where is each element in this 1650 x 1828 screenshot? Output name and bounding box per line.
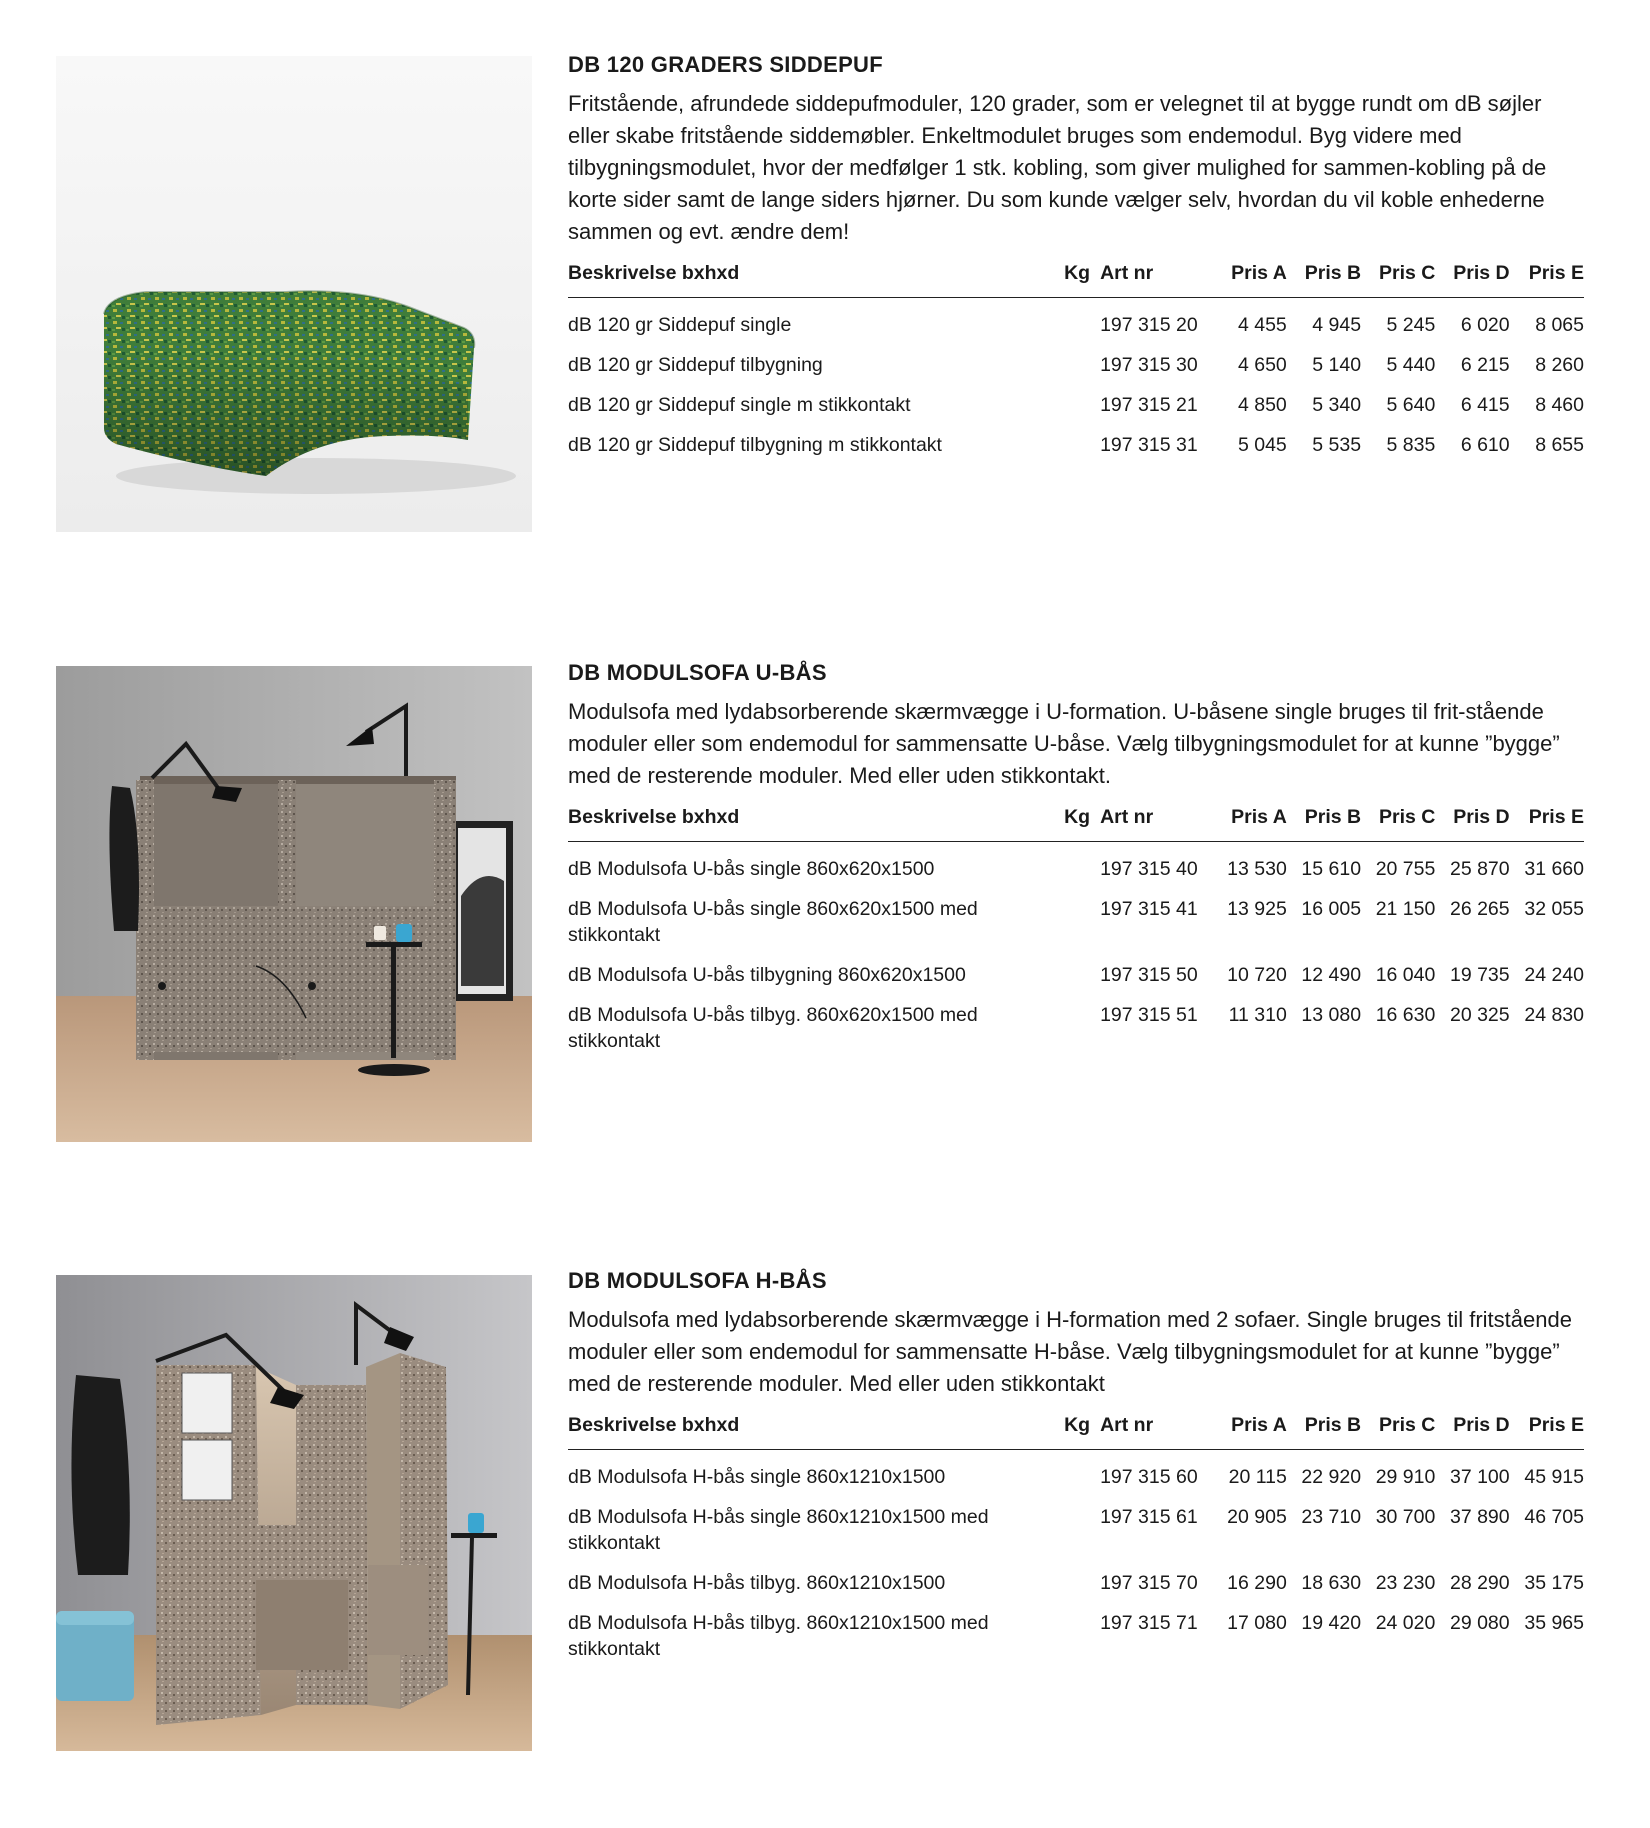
cell-pris-b: 5 340 — [1312, 394, 1362, 416]
cell-pris-b: 22 920 — [1301, 1466, 1362, 1488]
cell-pris-a: 5 045 — [1237, 434, 1287, 456]
cell-pris-d: 6 020 — [1460, 314, 1510, 336]
cell-pris-e: 8 260 — [1535, 354, 1584, 376]
product-photo-u-bas — [56, 666, 532, 1142]
cell-pris-b: 5 535 — [1312, 434, 1362, 456]
cell-art-nr: 197 315 70 — [1100, 1572, 1198, 1594]
cell-kg — [1062, 426, 1100, 466]
header-pris-b: Pris B — [1287, 254, 1361, 298]
cell-pris-c: 16 040 — [1375, 964, 1436, 986]
cell-pris-d: 37 100 — [1449, 1466, 1510, 1488]
cell-pris-c: 23 230 — [1375, 1572, 1436, 1594]
cell-pris-c: 5 835 — [1386, 434, 1436, 456]
cell-art-nr: 197 315 30 — [1100, 354, 1198, 376]
cell-pris-c: 29 910 — [1375, 1466, 1436, 1488]
cell-pris-b: 16 005 — [1301, 898, 1362, 920]
cell-pris-d: 26 265 — [1449, 898, 1510, 920]
cell-pris-b: 5 140 — [1312, 354, 1362, 376]
price-table — [568, 798, 1584, 1062]
header-description: Beskrivelse bxhxd — [568, 254, 1062, 298]
cell-art-nr: 197 315 31 — [1100, 434, 1198, 456]
cell-kg — [1062, 1604, 1100, 1670]
cell-kg — [1062, 1498, 1100, 1564]
cell-pris-a: 13 530 — [1227, 858, 1287, 880]
cell-description: dB 120 gr Siddepuf tilbygning m stikkontakt — [568, 434, 942, 456]
cell-pris-a: 4 650 — [1237, 354, 1287, 376]
section-title: DB 120 GRADERS SIDDEPUF — [568, 52, 883, 77]
cell-description: dB Modulsofa H-bås tilbyg. 860x1210x1500 med stikkontakt — [568, 1612, 989, 1660]
cell-description: dB 120 gr Siddepuf single — [568, 314, 792, 336]
header-pris-b: Pris B — [1287, 798, 1361, 842]
table-row — [568, 386, 1584, 426]
cell-art-nr: 197 315 41 — [1100, 898, 1198, 920]
cell-pris-c: 20 755 — [1375, 858, 1436, 880]
cell-pris-b: 15 610 — [1301, 858, 1362, 880]
cell-pris-d: 25 870 — [1449, 858, 1510, 880]
table-row — [568, 842, 1584, 891]
cell-pris-c: 5 245 — [1386, 314, 1436, 336]
table-row — [568, 996, 1584, 1062]
cell-pris-d: 20 325 — [1449, 1004, 1510, 1026]
cell-pris-c: 5 640 — [1386, 394, 1436, 416]
cell-description: dB Modulsofa H-bås tilbyg. 860x1210x1500 — [568, 1572, 946, 1594]
cell-pris-e: 8 655 — [1535, 434, 1584, 456]
cell-kg — [1062, 1450, 1100, 1499]
cell-pris-a: 4 850 — [1237, 394, 1287, 416]
cell-pris-a: 4 455 — [1237, 314, 1287, 336]
cell-pris-a: 20 905 — [1227, 1506, 1287, 1528]
cell-pris-b: 23 710 — [1301, 1506, 1362, 1528]
header-pris-d: Pris D — [1435, 254, 1509, 298]
cell-kg — [1062, 1564, 1100, 1604]
cell-description: dB Modulsofa U-bås tilbyg. 860x620x1500 med stikkontakt — [568, 1004, 978, 1052]
section-title: DB MODULSOFA H-BÅS — [568, 1268, 827, 1293]
cell-pris-e: 31 660 — [1524, 858, 1584, 880]
cell-description: dB Modulsofa U-bås single 860x620x1500 — [568, 858, 935, 880]
table-row — [568, 1564, 1584, 1604]
cell-description: dB 120 gr Siddepuf tilbygning — [568, 354, 823, 376]
cell-art-nr: 197 315 21 — [1100, 394, 1198, 416]
cell-pris-a: 11 310 — [1228, 1004, 1287, 1026]
cell-pris-b: 18 630 — [1301, 1572, 1362, 1594]
cell-art-nr: 197 315 71 — [1100, 1612, 1198, 1634]
header-description: Beskrivelse bxhxd — [568, 1406, 1062, 1450]
cell-pris-d: 19 735 — [1449, 964, 1510, 986]
product-info-u-bas — [568, 660, 1584, 1062]
table-row — [568, 956, 1584, 996]
header-art-nr: Art nr — [1100, 1406, 1212, 1450]
cell-pris-b: 19 420 — [1301, 1612, 1362, 1634]
cell-pris-e: 46 705 — [1524, 1506, 1584, 1528]
header-kg: Kg — [1062, 798, 1100, 842]
header-pris-d: Pris D — [1435, 1406, 1509, 1450]
cell-pris-c: 21 150 — [1375, 898, 1436, 920]
cell-kg — [1062, 996, 1100, 1062]
cell-art-nr: 197 315 60 — [1100, 1466, 1198, 1488]
cell-kg — [1062, 386, 1100, 426]
header-pris-e: Pris E — [1510, 254, 1584, 298]
cell-pris-a: 13 925 — [1227, 898, 1287, 920]
table-header-row — [568, 1406, 1584, 1450]
table-row — [568, 1450, 1584, 1499]
product-info-h-bas — [568, 1268, 1584, 1670]
cell-pris-d: 6 415 — [1460, 394, 1510, 416]
cell-pris-a: 17 080 — [1227, 1612, 1287, 1634]
header-pris-e: Pris E — [1510, 798, 1584, 842]
table-row — [568, 1498, 1584, 1564]
cell-pris-c: 24 020 — [1375, 1612, 1436, 1634]
cell-pris-d: 37 890 — [1449, 1506, 1510, 1528]
cell-pris-e: 24 830 — [1524, 1004, 1584, 1026]
cell-kg — [1062, 346, 1100, 386]
header-pris-a: Pris A — [1213, 254, 1287, 298]
header-pris-b: Pris B — [1287, 1406, 1361, 1450]
header-pris-e: Pris E — [1510, 1406, 1584, 1450]
header-pris-d: Pris D — [1435, 798, 1509, 842]
cell-description: dB 120 gr Siddepuf single m stikkontakt — [568, 394, 911, 416]
table-header-row — [568, 254, 1584, 298]
cell-kg — [1062, 956, 1100, 996]
cell-description: dB Modulsofa U-bås single 860x620x1500 med stikkontakt — [568, 898, 978, 946]
cell-pris-e: 45 915 — [1524, 1466, 1584, 1488]
header-pris-a: Pris A — [1213, 1406, 1287, 1450]
cell-art-nr: 197 315 51 — [1100, 1004, 1198, 1026]
cell-pris-d: 6 215 — [1460, 354, 1510, 376]
price-table — [568, 1406, 1584, 1670]
cell-pris-b: 13 080 — [1301, 1004, 1362, 1026]
table-row — [568, 1604, 1584, 1670]
cell-pris-e: 35 175 — [1524, 1572, 1584, 1594]
header-pris-c: Pris C — [1361, 254, 1435, 298]
header-pris-a: Pris A — [1213, 798, 1287, 842]
cell-pris-d: 28 290 — [1449, 1572, 1510, 1594]
cell-pris-e: 8 460 — [1535, 394, 1584, 416]
section-description: Modulsofa med lydabsorberende skærmvægge i H-formation med 2 sofaer. Single bruges til fritstående moduler eller som endemodul for sammensatte H-båse. Vælg tilbygningsmodulet for at kunne ”bygge” med de resterende moduler. Med eller uden stikkontakt — [568, 1307, 1572, 1396]
cell-pris-d: 6 610 — [1460, 434, 1510, 456]
cell-pris-a: 20 115 — [1228, 1466, 1287, 1488]
cell-pris-e: 24 240 — [1524, 964, 1584, 986]
cell-description: dB Modulsofa U-bås tilbygning 860x620x1500 — [568, 964, 966, 986]
cell-description: dB Modulsofa H-bås single 860x1210x1500 med stikkontakt — [568, 1506, 989, 1554]
table-row — [568, 298, 1584, 347]
price-table — [568, 254, 1584, 466]
table-header-row — [568, 798, 1584, 842]
cell-description: dB Modulsofa H-bås single 860x1210x1500 — [568, 1466, 946, 1488]
cell-pris-e: 32 055 — [1524, 898, 1584, 920]
header-description: Beskrivelse bxhxd — [568, 798, 1062, 842]
cell-pris-c: 16 630 — [1375, 1004, 1436, 1026]
table-row — [568, 426, 1584, 466]
cell-art-nr: 197 315 40 — [1100, 858, 1198, 880]
header-art-nr: Art nr — [1100, 798, 1212, 842]
table-row — [568, 890, 1584, 956]
cell-pris-a: 10 720 — [1227, 964, 1287, 986]
cell-pris-c: 30 700 — [1375, 1506, 1436, 1528]
section-title: DB MODULSOFA U-BÅS — [568, 660, 827, 685]
cell-art-nr: 197 315 20 — [1100, 314, 1198, 336]
header-art-nr: Art nr — [1100, 254, 1212, 298]
cell-art-nr: 197 315 50 — [1100, 964, 1198, 986]
product-info-siddepuf — [568, 52, 1584, 466]
cell-kg — [1062, 890, 1100, 956]
header-pris-c: Pris C — [1361, 798, 1435, 842]
cell-pris-d: 29 080 — [1449, 1612, 1510, 1634]
section-description: Fritstående, afrundede siddepufmoduler, 120 grader, som er velegnet til at bygge rundt om dB søjler eller skabe fritstående siddemøbler. Enkeltmodulet bruges som endemodul. Byg videre med tilbygningsmodulet, hvor der medfølger 1 stk. kobling, som giver mulighed for sammen-kobling på de korte sider samt de lange siders hjørner. Du som kunde vælger selv, hvordan du vil koble enhederne sammen og evt. ændre dem! — [568, 91, 1547, 244]
table-row — [568, 346, 1584, 386]
cell-kg — [1062, 842, 1100, 891]
cell-pris-b: 4 945 — [1312, 314, 1362, 336]
cell-art-nr: 197 315 61 — [1100, 1506, 1198, 1528]
section-description: Modulsofa med lydabsorberende skærmvægge i U-formation. U-båsene single bruges til frit-stående moduler eller som endemodul for sammensatte U-båse. Vælg tilbygningsmodulet for at kunne ”bygge” med de resterende moduler. Med eller uden stikkontakt. — [568, 699, 1560, 788]
product-photo-siddepuf — [56, 56, 532, 532]
header-kg: Kg — [1062, 254, 1100, 298]
product-photo-h-bas — [56, 1275, 532, 1751]
header-kg: Kg — [1062, 1406, 1100, 1450]
cell-pris-c: 5 440 — [1386, 354, 1436, 376]
cell-pris-b: 12 490 — [1301, 964, 1362, 986]
header-pris-c: Pris C — [1361, 1406, 1435, 1450]
cell-pris-a: 16 290 — [1227, 1572, 1287, 1594]
cell-kg — [1062, 298, 1100, 347]
cell-pris-e: 35 965 — [1524, 1612, 1584, 1634]
cell-pris-e: 8 065 — [1535, 314, 1584, 336]
